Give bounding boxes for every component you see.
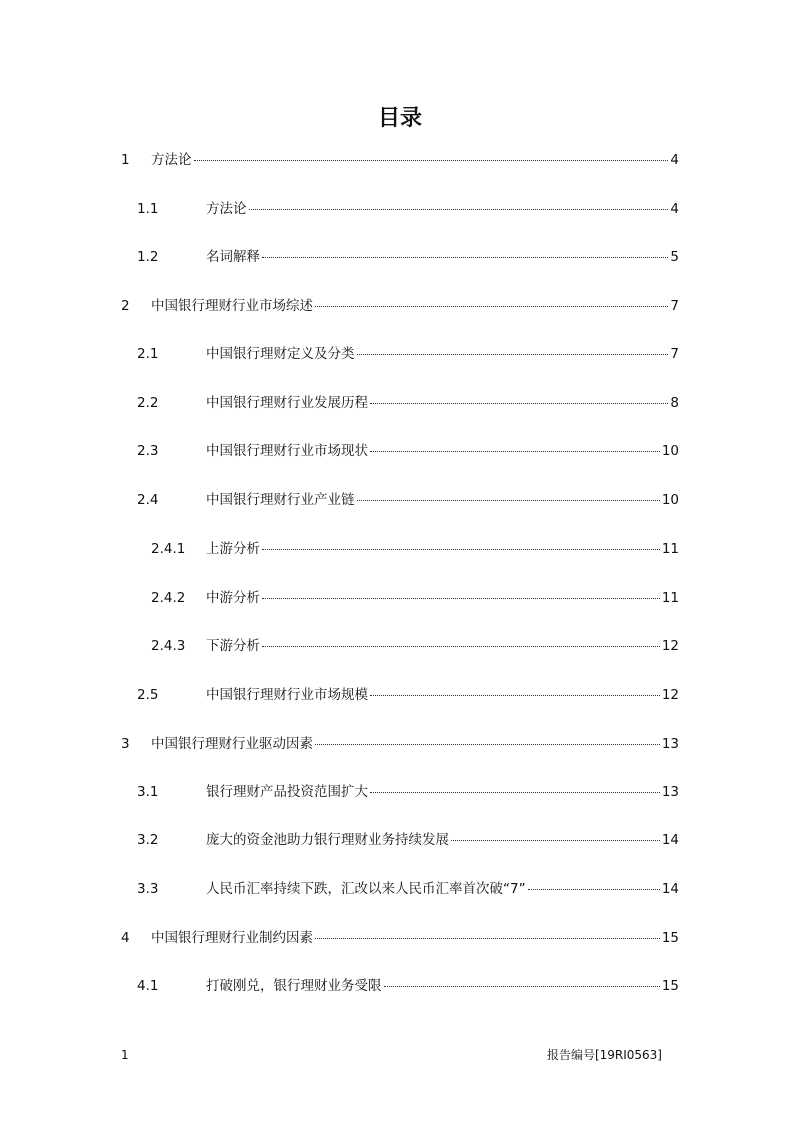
- toc-entry[interactable]: [0, 782, 800, 802]
- toc-entry-label: 方法论: [206, 201, 247, 217]
- toc-entry-label: 银行理财产品投资范围扩大: [206, 784, 368, 800]
- toc-entry-number: 2.1: [137, 346, 159, 362]
- toc-entry[interactable]: [0, 734, 800, 754]
- toc-entry-number: 1: [121, 152, 130, 168]
- dot-leader: [262, 549, 660, 550]
- dot-leader: [315, 744, 660, 745]
- toc-entry[interactable]: [0, 685, 800, 705]
- toc-entry-page: 12: [661, 638, 679, 654]
- dot-leader: [370, 403, 668, 404]
- toc-entry-page: 7: [670, 298, 679, 314]
- toc-entry-label: 下游分析: [206, 638, 260, 654]
- dot-leader: [384, 986, 660, 987]
- toc-entry-label: 打破刚兑，银行理财业务受限: [206, 978, 382, 994]
- dot-leader: [262, 646, 660, 647]
- toc-entry[interactable]: [0, 539, 800, 559]
- dot-leader: [528, 889, 660, 890]
- toc-entry-label: 名词解释: [206, 249, 260, 265]
- toc-entry-number: 3.1: [137, 784, 159, 800]
- toc-entry-page: 15: [661, 930, 679, 946]
- dot-leader: [451, 840, 660, 841]
- dot-leader: [315, 938, 660, 939]
- toc-entry-page: 7: [670, 346, 679, 362]
- toc-entry-number: 4.1: [137, 978, 159, 994]
- toc-entry-page: 14: [661, 881, 679, 897]
- toc-entry-number: 1.2: [137, 249, 159, 265]
- footer-page-number: 1: [121, 1048, 129, 1062]
- toc-entry[interactable]: [0, 199, 800, 219]
- toc-entry-page: 13: [661, 784, 679, 800]
- toc-entry-label: 中国银行理财行业市场现状: [206, 443, 368, 459]
- dot-leader: [194, 160, 669, 161]
- dot-leader: [315, 306, 668, 307]
- toc-entry-number: 2.4.1: [151, 541, 186, 557]
- toc-entry-label: 中国银行理财行业发展历程: [206, 395, 368, 411]
- toc-entry-page: 4: [670, 152, 679, 168]
- toc-entry[interactable]: [0, 296, 800, 316]
- toc-entry-page: 10: [661, 443, 679, 459]
- toc-entry-page: 12: [661, 687, 679, 703]
- toc-entry-number: 2.4.3: [151, 638, 186, 654]
- toc-entry-number: 3.2: [137, 832, 159, 848]
- toc-entry-number: 3.3: [137, 881, 159, 897]
- toc-entry-page: 8: [670, 395, 679, 411]
- toc-entry-page: 10: [661, 492, 679, 508]
- toc-entry[interactable]: [0, 490, 800, 510]
- toc-entry-number: 2.4: [137, 492, 159, 508]
- toc-entry-page: 15: [661, 978, 679, 994]
- toc-entry[interactable]: [0, 441, 800, 461]
- toc-entry-label: 中国银行理财行业市场综述: [151, 298, 313, 314]
- dot-leader: [357, 500, 660, 501]
- toc-entry-number: 2.4.2: [151, 590, 186, 606]
- dot-leader: [249, 209, 669, 210]
- toc-entry[interactable]: [0, 928, 800, 948]
- toc-entry-page: 5: [670, 249, 679, 265]
- dot-leader: [370, 451, 660, 452]
- toc-entry-label: 中国银行理财定义及分类: [206, 346, 355, 362]
- toc-entry-label: 中游分析: [206, 590, 260, 606]
- toc-entry-number: 2: [121, 298, 130, 314]
- toc-entry-label: 中国银行理财行业产业链: [206, 492, 355, 508]
- toc-entry[interactable]: [0, 150, 800, 170]
- toc-entry-label: 中国银行理财行业驱动因素: [151, 736, 313, 752]
- toc-entry-number: 3: [121, 736, 130, 752]
- toc-entry-page: 14: [661, 832, 679, 848]
- toc-entry-number: 2.2: [137, 395, 159, 411]
- toc-entry-label: 庞大的资金池助力银行理财业务持续发展: [206, 832, 449, 848]
- toc-entry[interactable]: [0, 976, 800, 996]
- toc-entry[interactable]: [0, 344, 800, 364]
- toc-entry-number: 1.1: [137, 201, 159, 217]
- toc-entry-label: 中国银行理财行业市场规模: [206, 687, 368, 703]
- toc-entry-page: 4: [670, 201, 679, 217]
- toc-entry[interactable]: [0, 588, 800, 608]
- dot-leader: [370, 792, 660, 793]
- page-title: 目录: [377, 106, 422, 131]
- toc-entry-page: 11: [661, 590, 679, 606]
- footer-report-code: 报告编号[19RI0563]: [546, 1048, 662, 1062]
- toc-entry-page: 11: [661, 541, 679, 557]
- toc-entry[interactable]: [0, 879, 800, 899]
- toc-entry[interactable]: [0, 636, 800, 656]
- dot-leader: [262, 598, 660, 599]
- toc-entry-number: 2.3: [137, 443, 159, 459]
- toc-entry-label: 人民币汇率持续下跌，汇改以来人民币汇率首次破“7”: [206, 881, 526, 897]
- dot-leader: [357, 354, 669, 355]
- toc-entry-number: 4: [121, 930, 130, 946]
- dot-leader: [262, 257, 668, 258]
- toc-entry[interactable]: [0, 830, 800, 850]
- dot-leader: [370, 695, 660, 696]
- toc-entry[interactable]: [0, 393, 800, 413]
- toc-entry-label: 上游分析: [206, 541, 260, 557]
- toc-entry-label: 中国银行理财行业制约因素: [151, 930, 313, 946]
- toc-entry-label: 方法论: [151, 152, 192, 168]
- toc-entry-page: 13: [661, 736, 679, 752]
- toc-entry-number: 2.5: [137, 687, 159, 703]
- toc-entry[interactable]: [0, 247, 800, 267]
